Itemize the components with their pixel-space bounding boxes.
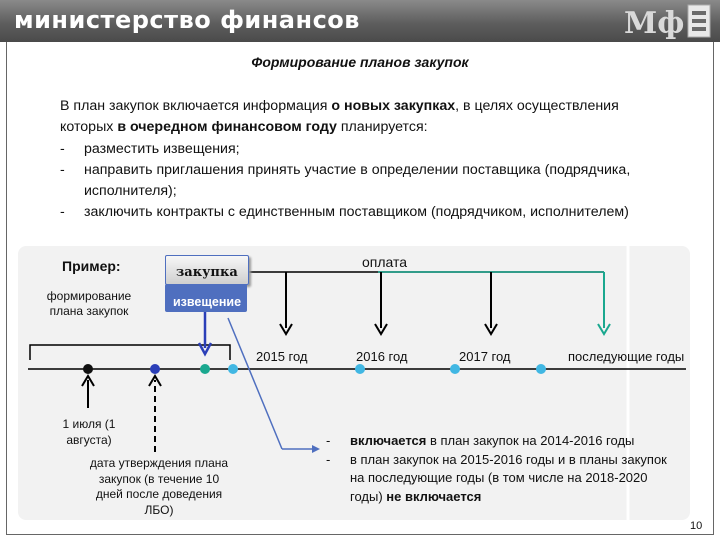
timeline-dot-later <box>536 364 546 374</box>
note-dash: - <box>326 451 331 467</box>
intro-bullet <box>60 160 640 203</box>
note-dash: - <box>326 433 331 448</box>
timeline-dot-2017 <box>450 364 460 374</box>
notice-box <box>165 284 247 312</box>
bullet-dash: - <box>60 161 65 178</box>
year-label-2017: 2017 год <box>459 349 511 364</box>
bullet-text: направить приглашения принять участие в определении поставщика (подрядчика, исполнителя); <box>84 161 631 200</box>
notes <box>326 432 676 506</box>
slide-title: Формирование планов закупок <box>251 54 469 70</box>
timeline-dot-2016 <box>355 364 365 374</box>
logo-text: Мф <box>624 6 685 39</box>
example-label: Пример: <box>62 258 121 274</box>
purchase-box <box>165 255 249 285</box>
intro-bold: о новых закупках <box>331 98 456 114</box>
intro-part: В план закупок включается информация <box>60 98 332 114</box>
timeline-dot-july <box>83 364 93 374</box>
bullet-text: заключить контракты с единственным поставщиком (подрядчиком, исполнителем) <box>84 204 629 221</box>
bullet-dash: - <box>60 140 65 157</box>
intro-text <box>60 96 640 224</box>
date-july-label: 1 июля (1 августа) <box>62 417 116 447</box>
page-number: 10 <box>690 520 703 532</box>
intro-lead <box>60 96 640 139</box>
note-bold: включается <box>350 433 427 448</box>
note-bold: не включается <box>386 488 482 504</box>
note-item <box>326 432 676 451</box>
payment-label: оплата <box>362 254 408 270</box>
purchase-label: закупка <box>176 265 238 280</box>
formation-label: формирование плана закупок <box>46 289 132 318</box>
ministry-name: министерство финансов <box>14 6 360 34</box>
year-label-later: последующие годы <box>568 349 685 364</box>
approval-date-label: дата утверждения плана закупок (в течение 10 дней после доведения ЛБО) <box>89 456 229 517</box>
note-text: в план закупок на 2015-2016 годы и в планы закупок на последующие годы (в том числе на 2018-2020 годы) <box>350 451 667 504</box>
intro-bold: в очередном финансовом году <box>117 119 337 136</box>
notice-label: извещение <box>173 295 242 309</box>
bullet-text: разместить извещения; <box>84 140 240 157</box>
timeline-dot-approval <box>150 364 160 374</box>
year-label-2015: 2015 год <box>256 349 308 364</box>
timeline-dot-2015 <box>228 364 238 374</box>
note-item <box>326 451 676 507</box>
intro-bullet <box>60 202 640 223</box>
note-text: в план закупок на 2014-2016 годы <box>426 433 635 448</box>
timeline-dot-notice <box>200 364 210 374</box>
intro-bullet <box>60 139 640 160</box>
bullet-dash: - <box>60 204 65 221</box>
year-label-2016: 2016 год <box>356 349 408 364</box>
intro-part: планируется: <box>336 119 428 136</box>
intro-part: , в целях осуществления которых <box>60 98 619 136</box>
